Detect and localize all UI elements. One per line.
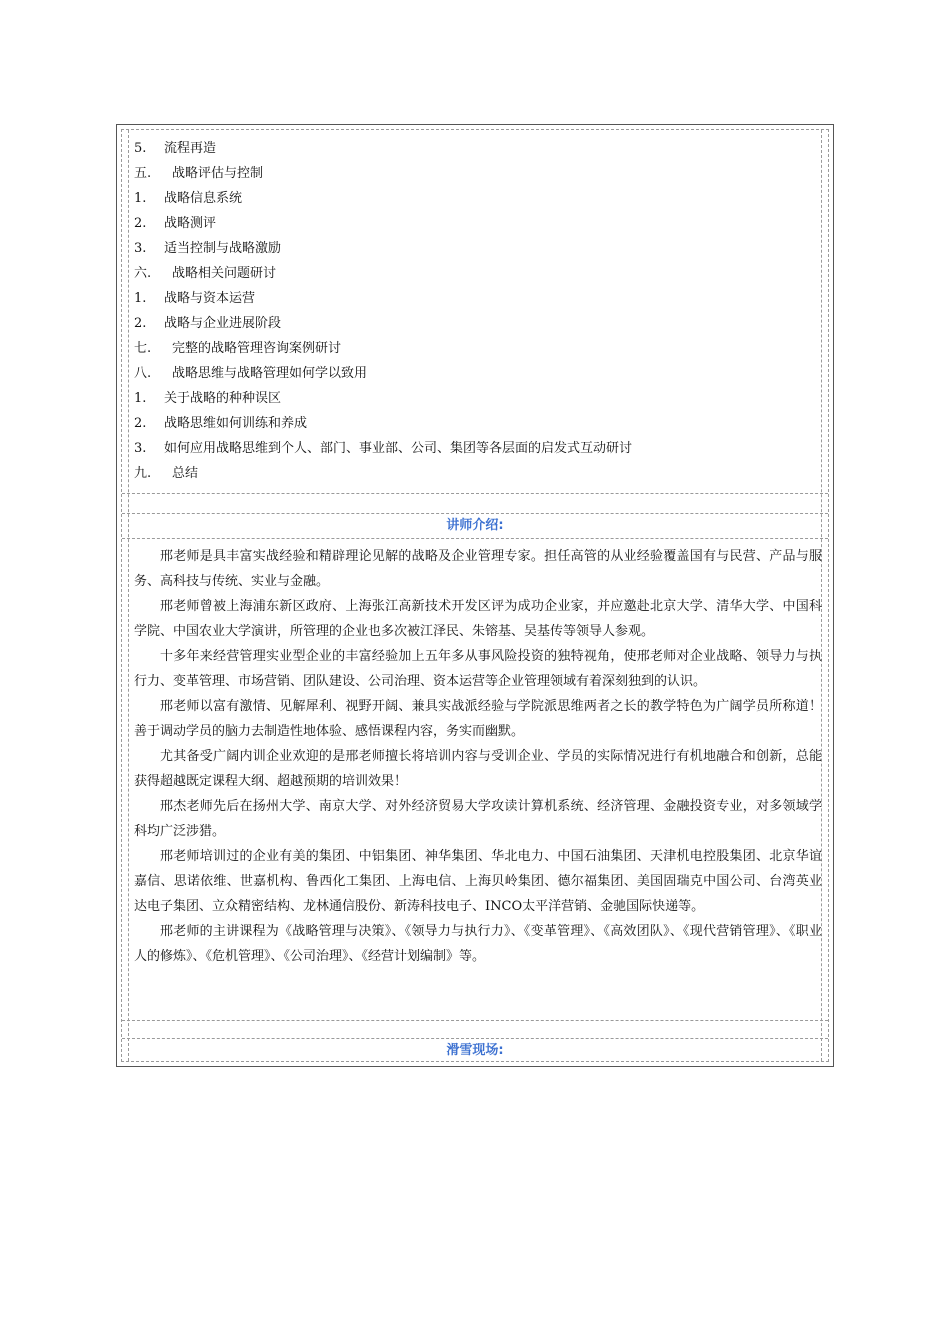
bio-paragraph: 邢老师以富有激情、见解犀利、视野开阔、兼具实战派经验与学院派思维两者之长的教学特色为广阔学员所称道！善于调动学员的脑力去制造性地体验、感悟课程内容，务实而幽默。 [134,699,822,739]
outline-item-number: 3. [134,441,147,456]
outline-item [134,286,814,311]
outline-item-text: 如何应用战略思维到个人、部门、事业部、公司、集团等各层面的启发式互动研讨 [164,441,633,456]
section-divider [122,1020,828,1021]
outline-item-number: 五. [134,166,152,181]
outline-item [134,361,814,386]
outline-item-number: 七. [134,341,152,356]
outline-item-number: 九. [134,466,152,481]
outline-item [134,436,814,461]
outline-item-number: 3. [134,241,147,256]
outline-item [134,386,814,411]
outline-item [134,161,814,186]
bio-paragraph: 邢老师曾被上海浦东新区政府、上海张江高新技术开发区评为成功企业家，并应邀赴北京大学、清华大学、中国科学院、中国农业大学演讲，所管理的企业也多次被江泽民、朱镕基、吴基传等领导人参观。 [134,599,822,639]
table-inner-border [121,129,829,1062]
outline-item-text: 战略评估与控制 [172,166,264,181]
outline-item [134,311,814,336]
outline-item-text: 战略思维如何训练和养成 [164,416,308,431]
content-table [116,124,834,1067]
section-divider [122,538,828,539]
outline-item [134,211,814,236]
outline-item-number: 六. [134,266,152,281]
bio-paragraph: 邢杰老师先后在扬州大学、南京大学、对外经济贸易大学攻读计算机系统、经济管理、金融投资专业，对多领域学科均广泛涉猎。 [134,799,822,839]
left-dashed-rule [128,130,129,1061]
outline-item [134,411,814,436]
outline-item-text: 战略相关问题研讨 [172,266,277,281]
outline-item-number: 2. [134,316,147,331]
bio-paragraph: 尤其备受广阔内训企业欢迎的是邢老师擅长将培训内容与受训企业、学员的实际情况进行有机地融合和创新，总能获得超越既定课程大纲、超越预期的培训效果！ [134,749,822,789]
outline-item-number: 1. [134,191,147,206]
outline-item [134,336,814,361]
instructor-bio [134,544,822,969]
ski-scene-heading: 滑雪现场: [446,1043,504,1058]
outline-item-text: 战略与资本运营 [164,291,256,306]
outline-item-text: 战略与企业进展阶段 [164,316,282,331]
outline-item-number: 1. [134,391,147,406]
outline-item-text: 战略测评 [164,216,217,231]
bio-paragraph: 十多年来经营管理实业型企业的丰富经验加上五年多从事风险投资的独特视角，使邢老师对企业战略、领导力与执行力、变革管理、市场营销、团队建设、公司治理、资本运营等企业管理领域有着深刻独到的认识。 [134,649,822,689]
outline-item-text: 流程再造 [164,141,217,156]
outline-item-number: 八. [134,366,152,381]
outline-item-number: 5. [134,141,147,156]
outline-item [134,236,814,261]
outline-item-text: 总结 [172,466,199,481]
outline-item-number: 2. [134,416,147,431]
outline-item [134,136,814,161]
outline-item-number: 2. [134,216,147,231]
course-outline [134,136,814,486]
outline-item-text: 战略思维与战略管理如何学以致用 [172,366,368,381]
outline-item-text: 适当控制与战略激励 [164,241,282,256]
bio-paragraph: 邢老师是具丰富实战经验和精辟理论见解的战略及企业管理专家。担任高管的从业经验覆盖国有与民营、产品与服务、高科技与传统、实业与金融。 [134,549,822,589]
outline-item [134,461,814,486]
outline-item-number: 1. [134,291,147,306]
outline-item [134,186,814,211]
section-divider [122,493,828,494]
bio-paragraph: 邢老师培训过的企业有美的集团、中铝集团、神华集团、华北电力、中国石油集团、天津机电控股集团、北京华谊嘉信、思诺依维、世嘉机构、鲁西化工集团、上海电信、上海贝岭集团、德尔福集团、美国固瑞克中国公司、台湾英业达电子集团、立众精密结构、龙林通信股份、新涛科技电子、INCO太平洋营销、金驰国际快递等。 [134,849,822,914]
outline-item [134,261,814,286]
bio-paragraph: 邢老师的主讲课程为《战略管理与决策》、《领导力与执行力》、《变革管理》、《高效团队》、《现代营销管理》、《职业人的修炼》、《危机管理》、《公司治理》、《经营计划编制》等。 [134,924,822,964]
instructor-heading: 讲师介绍: [446,518,504,533]
outline-item-text: 完整的战略管理咨询案例研讨 [172,341,342,356]
outline-item-text: 关于战略的种种误区 [164,391,282,406]
outline-item-text: 战略信息系统 [164,191,243,206]
